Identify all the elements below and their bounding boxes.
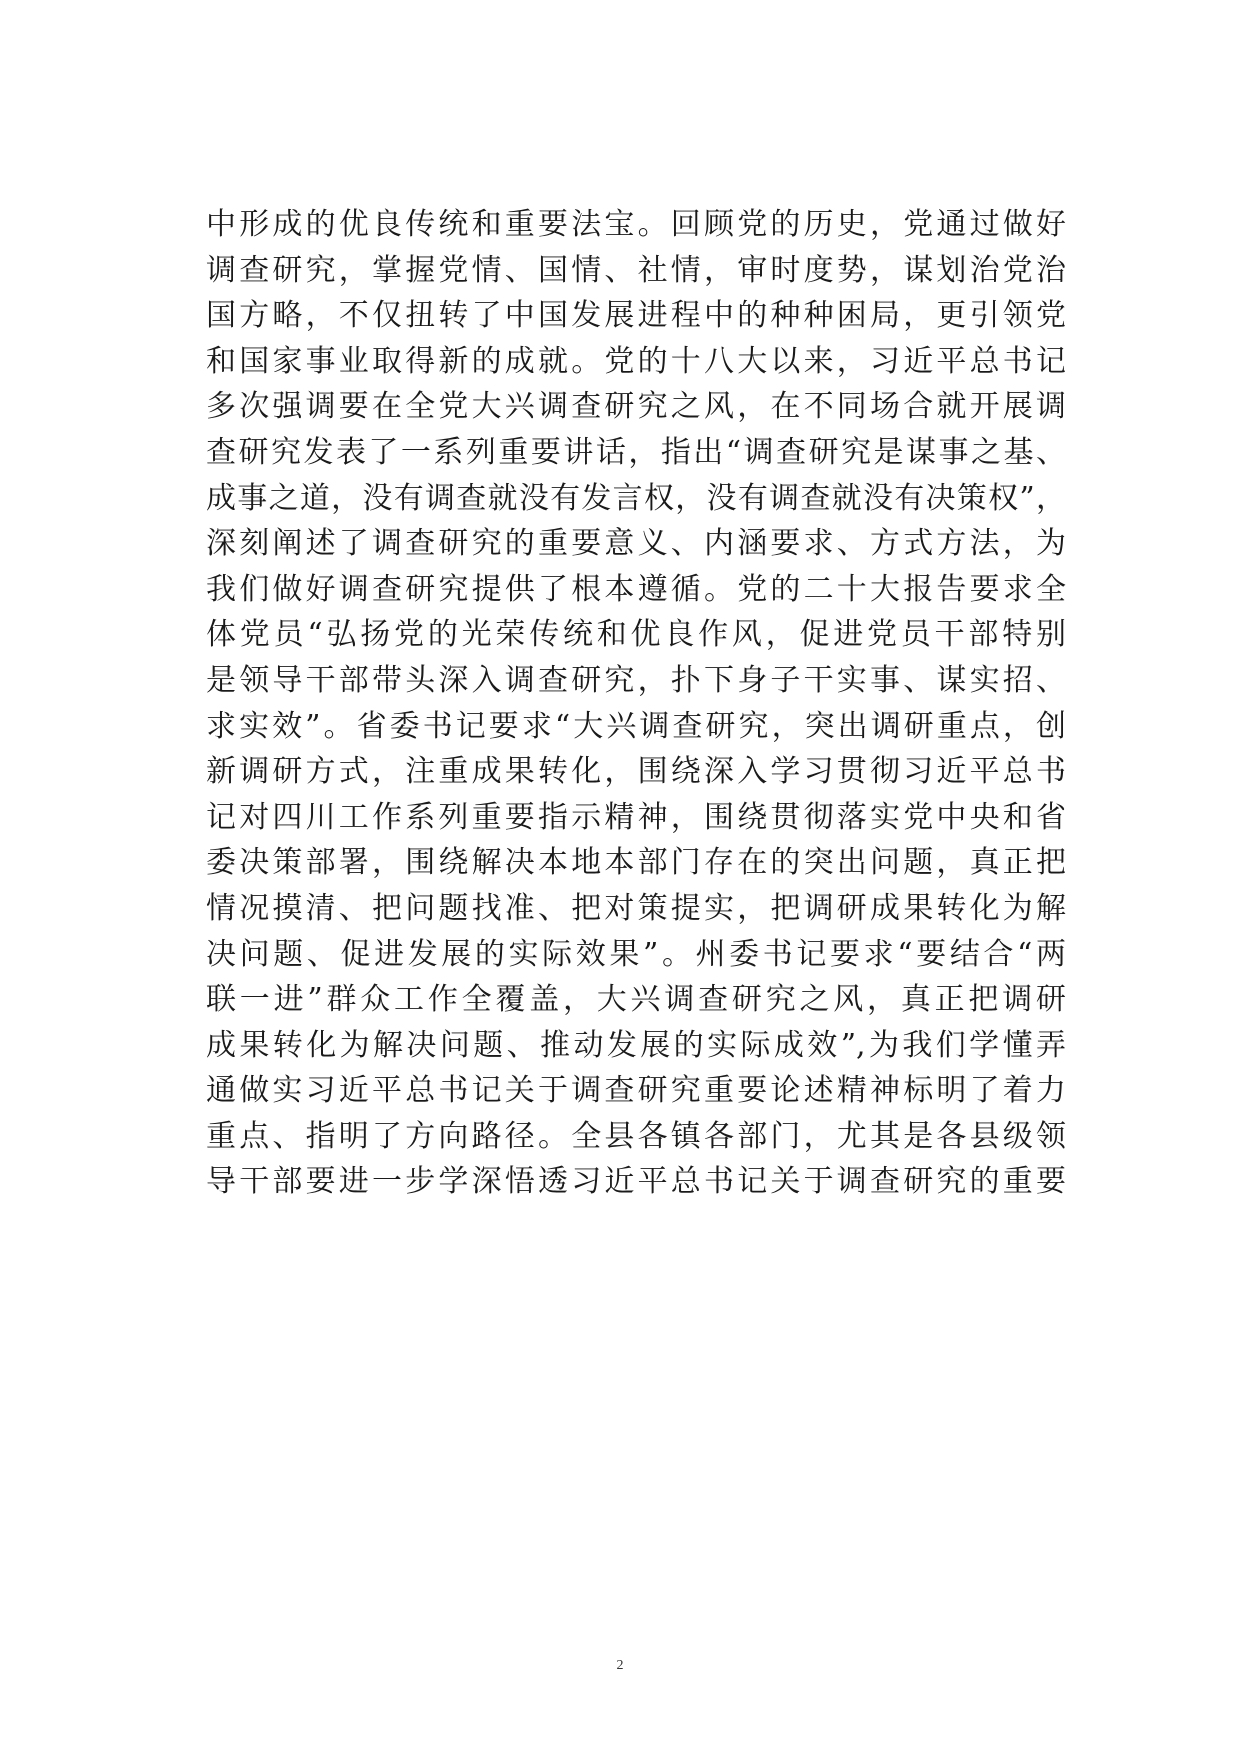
- text-line: 导干部要进一步学深悟透习近平总书记关于调查研究的重要: [206, 1164, 1066, 1200]
- text-line: 记对四川工作系列重要指示精神，围绕贯彻落实党中央和省: [206, 799, 1066, 835]
- text-line: 国方略，不仅扭转了中国发展进程中的种种困局，更引领党: [206, 298, 1066, 334]
- text-line: 新调研方式，注重成果转化，围绕深入学习贯彻习近平总书: [206, 754, 1066, 790]
- text-line: 是领导干部带头深入调查研究，扑下身子干实事、谋实招、: [206, 662, 1066, 698]
- text-line: 委决策部署，围绕解决本地本部门存在的突出问题，真正把: [206, 845, 1066, 881]
- text-line: 重点、指明了方向路径。全县各镇各部门，尤其是各县级领: [206, 1118, 1066, 1154]
- text-line: 决问题、促进发展的实际效果”。州委书记要求“要结合“两: [206, 936, 1066, 972]
- text-line: 体党员“弘扬党的光荣传统和优良作风，促进党员干部特别: [206, 617, 1066, 653]
- text-line: 中形成的优良传统和重要法宝。回顾党的历史，党通过做好: [206, 207, 1066, 242]
- body-paragraph: [206, 202, 1066, 1205]
- text-line: 成事之道，没有调查就没有发言权，没有调查就没有决策权”，: [206, 480, 1066, 516]
- text-line: 成果转化为解决问题、推动发展的实际成效”,为我们学懂弄: [206, 1027, 1066, 1063]
- text-line: 调查研究，掌握党情、国情、社情，审时度势，谋划治党治: [206, 252, 1066, 288]
- page-number: 2: [616, 1658, 624, 1673]
- text-line: 查研究发表了一系列重要讲话，指出“调查研究是谋事之基、: [206, 434, 1066, 470]
- text-line: 深刻阐述了调查研究的重要意义、内涵要求、方式方法，为: [206, 526, 1066, 562]
- text-line: 情况摸清、把问题找准、把对策提实，把调研成果转化为解: [206, 890, 1066, 926]
- text-line: 求实效”。省委书记要求“大兴调查研究，突出调研重点，创: [206, 708, 1066, 744]
- text-line: 通做实习近平总书记关于调查研究重要论述精神标明了着力: [206, 1073, 1066, 1109]
- text-line: 多次强调要在全党大兴调查研究之风，在不同场合就开展调: [206, 389, 1066, 425]
- text-line: 和国家事业取得新的成就。党的十八大以来，习近平总书记: [206, 343, 1066, 379]
- text-line: 联一进”群众工作全覆盖，大兴调查研究之风，真正把调研: [206, 982, 1066, 1018]
- text-line: 我们做好调查研究提供了根本遵循。党的二十大报告要求全: [206, 571, 1066, 607]
